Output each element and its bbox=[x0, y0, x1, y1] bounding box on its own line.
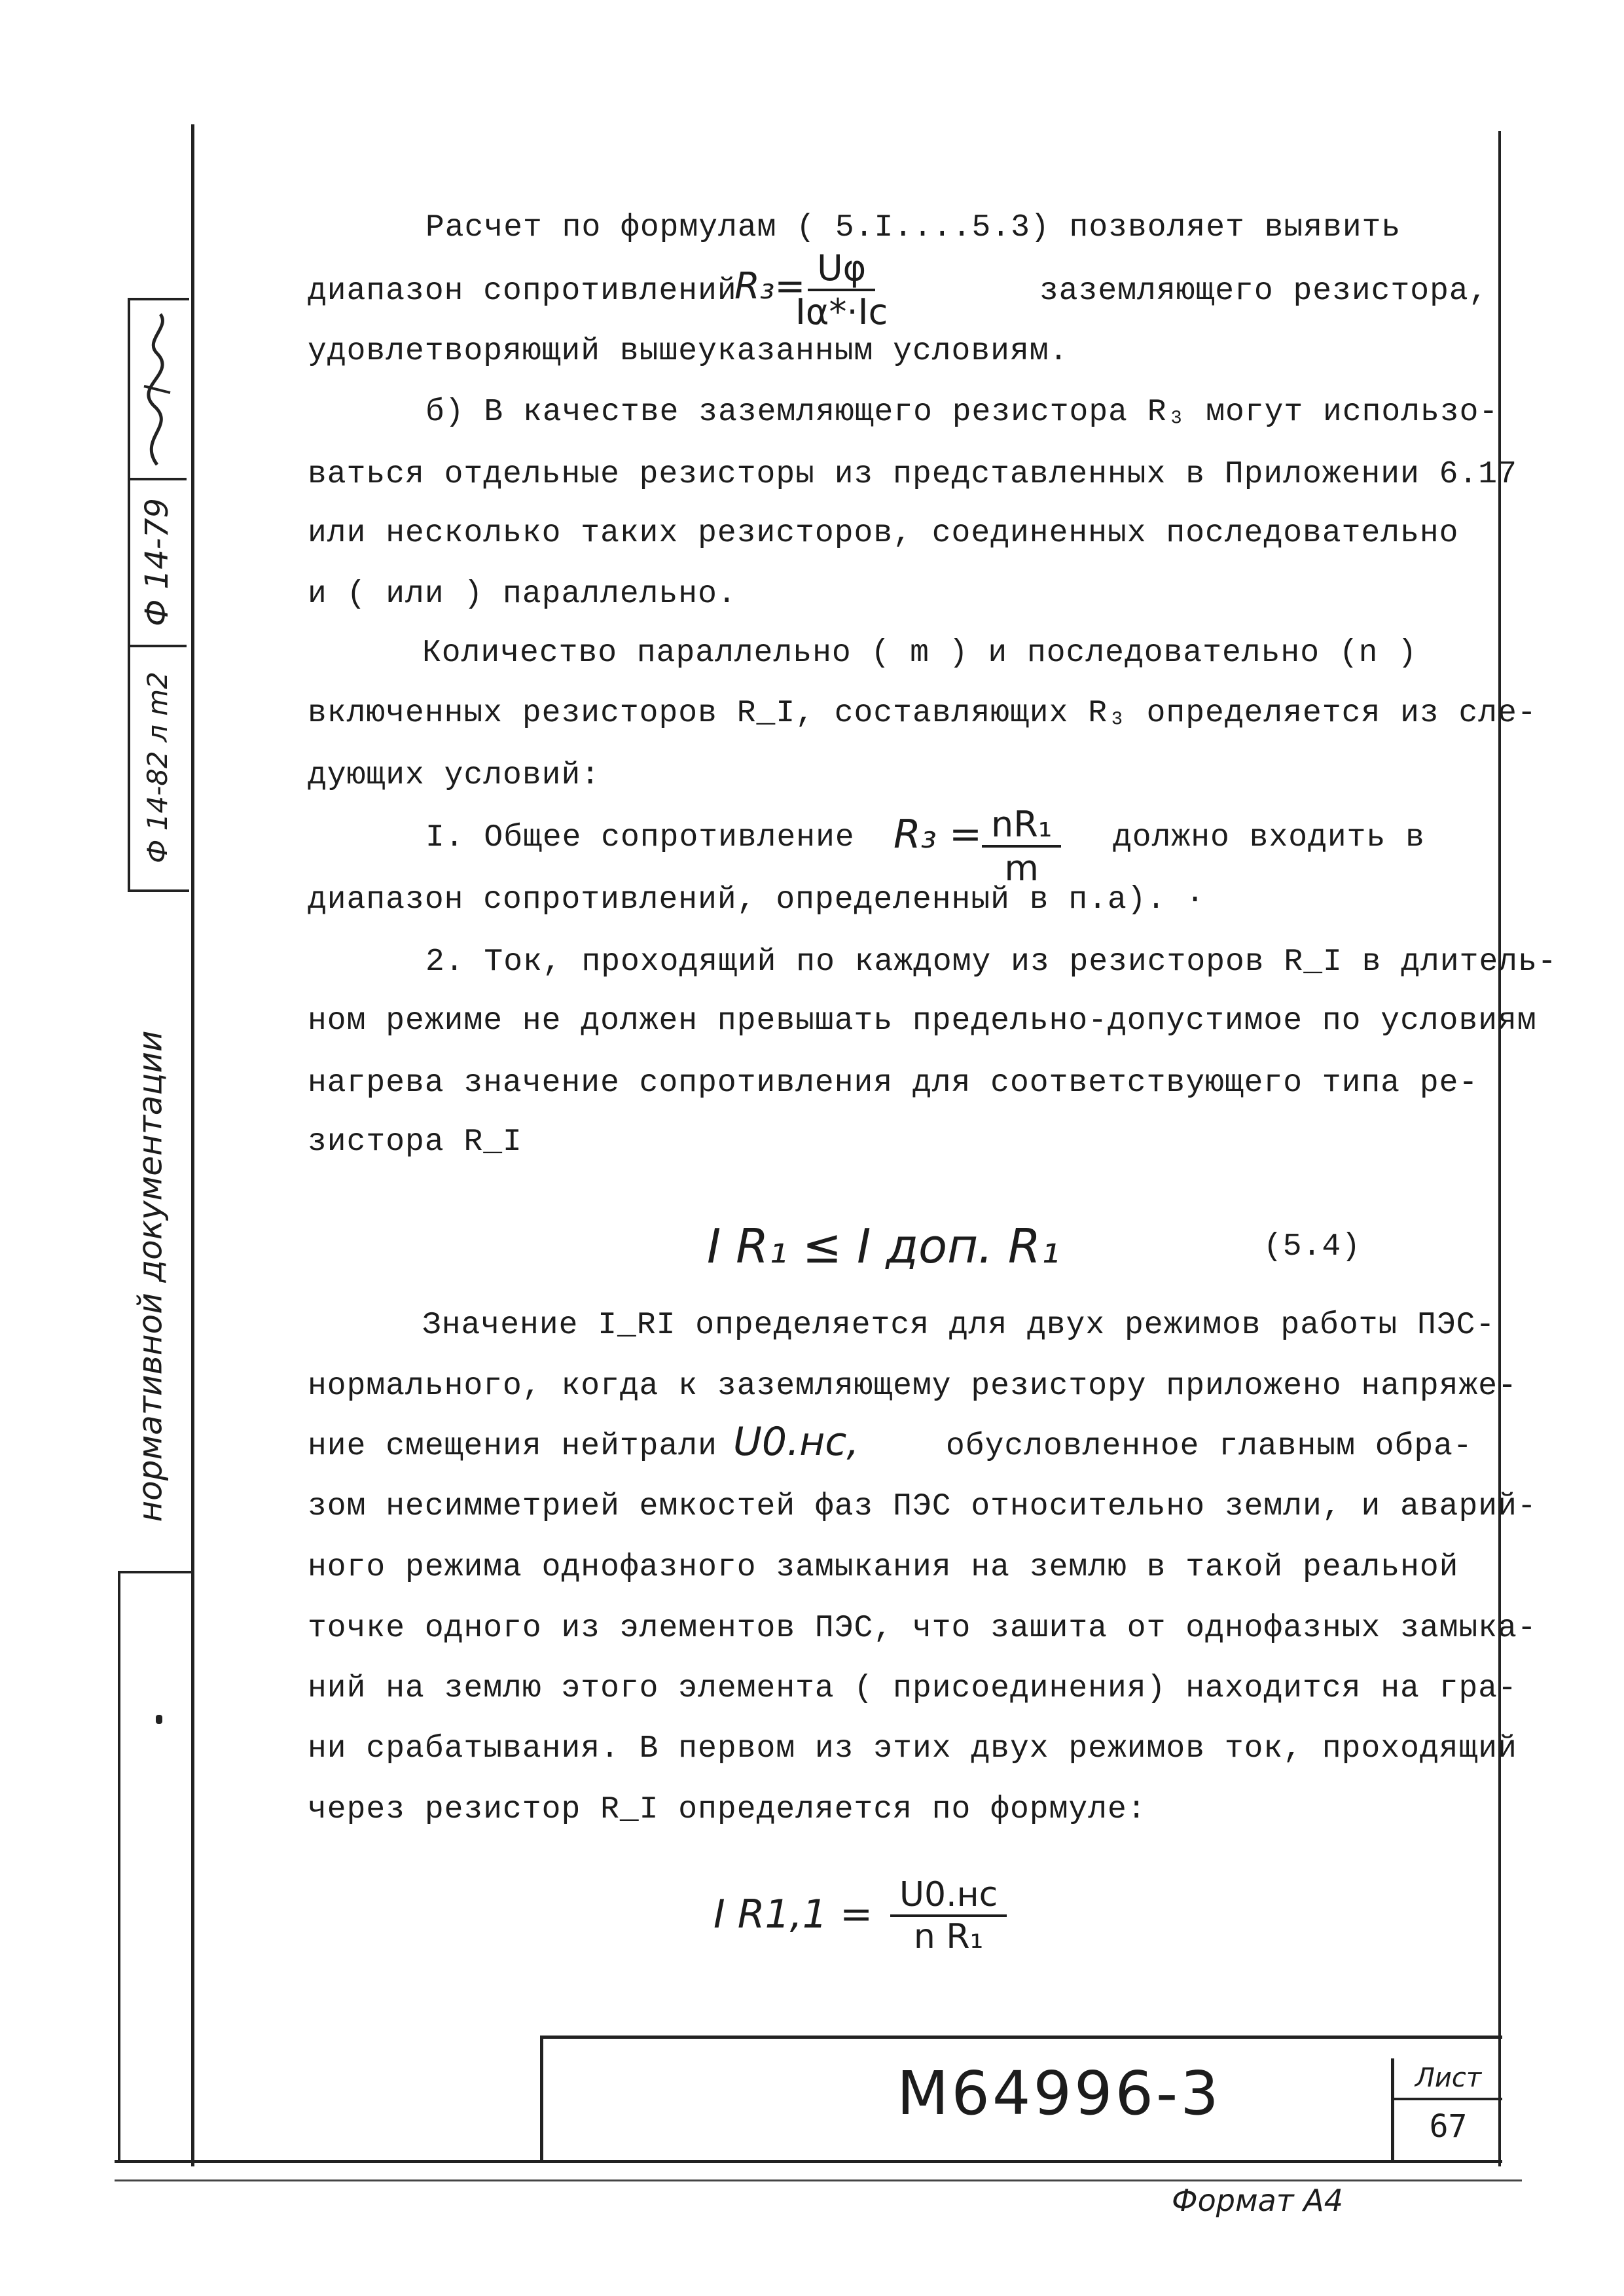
f1-lhs: R₃= bbox=[734, 265, 806, 308]
f3-fraction bbox=[890, 1875, 1007, 1956]
side-code-1 bbox=[128, 647, 187, 887]
p4-line-7: ний на землю этого элемента ( присоединения) находится на гра- bbox=[308, 1671, 1517, 1706]
side-signature bbox=[128, 301, 187, 478]
p4-line-8: ни срабатывания. В первом из этих двух режимов ток, проходящий bbox=[308, 1731, 1517, 1767]
frame-right-border bbox=[1498, 131, 1501, 2166]
p4-line-3-post: обусловленное главным обра- bbox=[946, 1429, 1473, 1464]
p2-line-4: и ( или ) параллельно. bbox=[308, 577, 737, 612]
p4-line-6: точке одного из элементов ПЭС, что зашита от однофазных замыка- bbox=[308, 1611, 1537, 1646]
side-lower-box bbox=[118, 1571, 194, 2162]
f3-lhs: I R1,1 = bbox=[713, 1892, 873, 1937]
doc-number: M64996-3 bbox=[897, 2058, 1221, 2128]
f2-number: (5.4) bbox=[1263, 1229, 1362, 1265]
sheet-number: 67 bbox=[1429, 2108, 1468, 2145]
p4-line-9: через резистор R_I определяется по формуле: bbox=[308, 1792, 1147, 1827]
f1-fraction bbox=[795, 247, 888, 332]
c1-denominator: m bbox=[1004, 848, 1039, 889]
p4-line-5: ного режима однофазного замыкания на землю в такой реальной bbox=[308, 1550, 1459, 1585]
f3-numerator: U0.нс bbox=[890, 1875, 1007, 1917]
side-label-box bbox=[115, 982, 187, 1571]
signature-icon bbox=[131, 308, 183, 471]
p2-line-2: ваться отдельные резисторы из представленных в Приложении 6.17 bbox=[308, 457, 1517, 492]
f1-numerator: Uφ bbox=[808, 247, 875, 291]
p1-line-2-post: заземляющего резистора, bbox=[1039, 274, 1489, 309]
side-label-text: нормативной документации bbox=[132, 1030, 170, 1522]
p4-line-3-var: U0.нс, bbox=[733, 1419, 859, 1465]
sheet-label: Лист bbox=[1394, 2058, 1502, 2100]
bottom-rule bbox=[115, 2179, 1522, 2181]
p3-line-3: дующих условий: bbox=[308, 758, 601, 793]
c2-line-3: нагрева значение сопротивления для соответствующего типа ре- bbox=[308, 1066, 1479, 1101]
p4-line-3-pre: ние смещения нейтрали bbox=[308, 1429, 717, 1464]
side-code-2 bbox=[128, 480, 187, 644]
p1-line-3: удовлетворяющий вышеуказанным условиям. bbox=[308, 334, 1069, 369]
c1-line-2: диапазон сопротивлений, определенный в п.а). · bbox=[308, 882, 1206, 918]
c2-line-1: 2. Ток, проходящий по каждому из резисторов R_I в длитель- bbox=[425, 944, 1557, 980]
p3-line-1: Количество параллельно ( m ) и последовательно (n ) bbox=[422, 636, 1418, 671]
p1-line-2-pre: диапазон сопротивлений bbox=[308, 274, 737, 309]
c2-line-2: ном режиме не должен превышать предельно-допустимое по условиям bbox=[308, 1003, 1537, 1039]
sheet-cell bbox=[1391, 2058, 1502, 2160]
c1-lhs: R₃ = bbox=[893, 812, 983, 857]
p2-line-1: б) В качестве заземляющего резистора R₃ могут использо- bbox=[425, 395, 1499, 430]
f3-denominator: n R₁ bbox=[913, 1917, 984, 1956]
f1-denominator: Iα*·Ic bbox=[795, 291, 888, 332]
p4-line-2: нормального, когда к заземляющему резистору приложено напряже- bbox=[308, 1369, 1517, 1404]
f2-expression: I R₁ ≤ I доп. R₁ bbox=[707, 1219, 1060, 1274]
c2-line-4: зистора R_I bbox=[308, 1124, 522, 1160]
side-code-1-text: Ф 14-82 л m2 bbox=[141, 671, 173, 863]
p4-line-4: зом несимметрией емкостей фаз ПЭС относительно земли, и аварий- bbox=[308, 1489, 1537, 1524]
p1-line-1: Расчет по формулам ( 5.I....5.3) позволяет выявить bbox=[425, 210, 1401, 245]
p2-line-3: или несколько таких резисторов, соединенных последовательно bbox=[308, 516, 1459, 551]
format-label: Формат А4 bbox=[1172, 2183, 1343, 2218]
c1-fraction bbox=[982, 804, 1061, 889]
c1-post: должно входить в bbox=[1113, 820, 1425, 855]
c1-pre: I. Общее сопротивление bbox=[425, 820, 855, 855]
side-dot bbox=[156, 1715, 162, 1724]
p4-line-1: Значение I_RI определяется для двух режимов работы ПЭС- bbox=[422, 1308, 1496, 1343]
p3-line-2: включенных резисторов R_I, составляющих R₃ определяется из сле- bbox=[308, 696, 1537, 731]
side-code-2-text: Ф 14-79 bbox=[139, 497, 175, 627]
c1-numerator: nR₁ bbox=[982, 804, 1061, 848]
